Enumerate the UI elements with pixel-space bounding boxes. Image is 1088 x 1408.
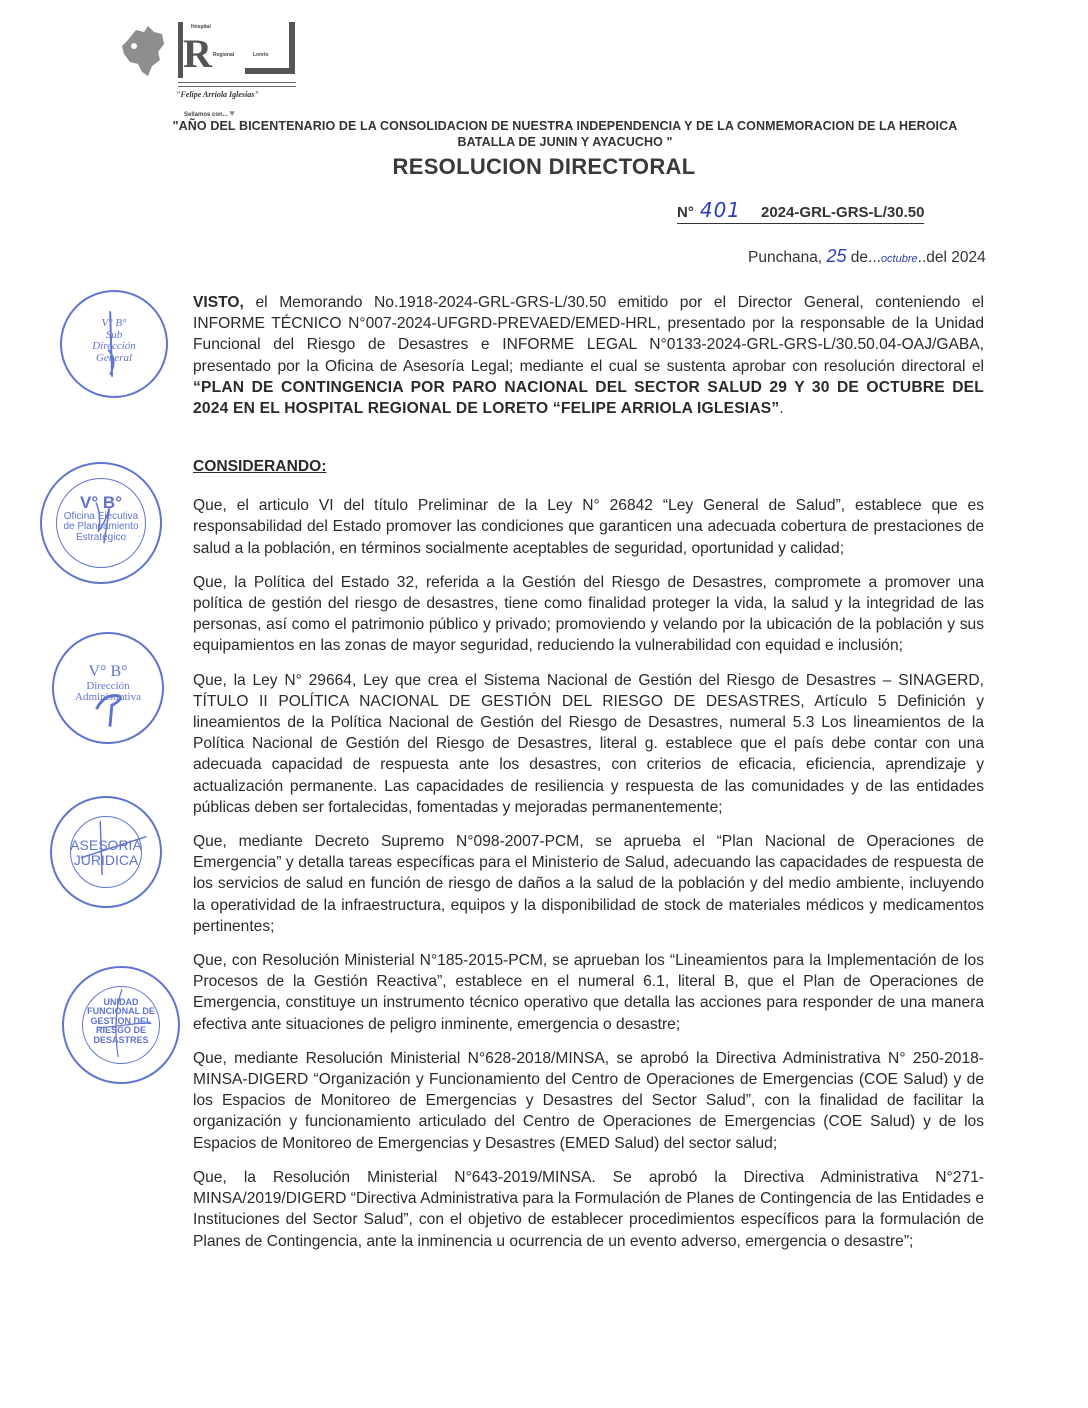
- stamp-sub-direccion-general: V° B° Sub Dirección General: [60, 290, 168, 398]
- logo-divider: [178, 82, 296, 87]
- handwritten-month: octubre: [880, 253, 918, 265]
- signature-mark: [64, 968, 178, 1082]
- stamp-asesoria-juridica: ASESORIA JURIDICA: [50, 796, 162, 908]
- considerando-paragraph: Que, la Ley N° 29664, Ley que crea el Sistema Nacional de Gestión del Riesgo de Desastres – SINAGERD, TÍTULO II POLÍTICA NACIONAL DE GESTIÓN DEL RIESGO DE DESASTRES, Artículo 5 Definición y lineamientos de la Política Nacional de Gestión del Riesgo de Desastres, numeral 5.3 Los lineamientos de la Política Nacional de Gestión del Riesgo de Desastres, literal g. establece que el país debe contar con una adecuada capacidad de respuesta ante los desastres, con criterios de eficacia, eficiencia, aprendizaje y actualización permanente. Las capacidades de resiliencia y respuesta de las comunidades y de las entidades públicas deben ser fortalecidas, fomentadas y mejoradas permanentemente;: [193, 671, 984, 816]
- handwritten-day: 25: [826, 246, 847, 266]
- logo-letters: Hospital R Regional Loreto: [178, 22, 303, 78]
- logo-motto: "Felipe Arriola Iglesias": [176, 90, 259, 99]
- stamp-unidad-gestion-riesgo: UNIDAD FUNCIONAL DE GESTION DEL RIESGO DE DESASTRES: [62, 966, 180, 1084]
- signature-mark: [54, 634, 162, 742]
- considerando-heading: CONSIDERANDO:: [193, 458, 327, 475]
- handwritten-number: 401: [699, 198, 742, 222]
- considerando-paragraph: Que, el articulo VI del título Preliminar de la Ley N° 26842 “Ley General de Salud”, establece que es responsabilidad del Estado promover las condiciones que garanticen una adecuada cobertura de prestaciones de salud a la población, en términos socialmente aceptables de seguridad, oportunidad y calidad;: [193, 497, 984, 557]
- considerando-paragraph: Que, mediante Decreto Supremo N°098-2007-PCM, se aprueba el “Plan Nacional de Operaciones de Emergencia” y detalla tareas específicas para el Ministerio de Salud, adecuando las capacidades de respuesta de los servicios de salud en función de riesgo de daños a la salud de la población y del medio ambiente, incluyendo la operatividad de la infraestructura, equipos y la disponibilidad de stock de materiales médicos y medicamentos pertinentes;: [193, 833, 984, 935]
- hospital-logo: [110, 14, 290, 124]
- resolution-number: N° 401 2024-GRL-GRS-L/30.50: [677, 198, 925, 222]
- document-title: RESOLUCION DIRECTORAL: [392, 154, 696, 179]
- plan-title: “PLAN DE CONTINGENCIA POR PARO NACIONAL DEL SECTOR SALUD 29 Y 30 DE OCTUBRE DEL 2024 EN EL HOSPITAL REGIONAL DE LORETO “FELIPE ARRIOLA IGLESIAS”: [193, 378, 984, 418]
- resolution-date: Punchana, 25 de...octubre..del 2024: [748, 246, 986, 266]
- heart-icon: ♥: [229, 108, 235, 118]
- considerando-paragraph: Que, la Política del Estado 32, referida a la Gestión del Riesgo de Desastres, compromete a promover una política de gestión del riesgo de desastres, tiene como finalidad proteger la vida, la salud y la integridad de las personas, así como el patrimonio público y privado; promoviendo y velando por la ubicación de la población y sus equipamientos en las zonas de mayor seguridad, reduciendo la vulnerabilidad con equidad e inclusión;: [193, 573, 984, 655]
- visto-paragraph: VISTO, el Memorando No.1918-2024-GRL-GRS-L/30.50 emitido por el Director General, conteniendo el INFORME TÉCNICO N°007-2024-UFGRD-PREVAED/EMED-HRL, presentado por la responsable de la Unidad Funcional del Riesgo de Desastres e INFORME LEGAL N°0133-2024-GRL-GRS-L/30.50.04-OAJ/GABA, presentado por la Oficina de Asesoría Legal; mediante el cual se sustenta aprobar con resolución directoral el “PLAN DE CONTINGENCIA POR PARO NACIONAL DEL SECTOR SALUD 29 Y 30 DE OCTUBRE DEL 2024 EN EL HOSPITAL REGIONAL DE LORETO “FELIPE ARRIOLA IGLESIAS”.: [193, 294, 984, 418]
- loreto-map-icon: [118, 22, 168, 80]
- year-banner: "AÑO DEL BICENTENARIO DE LA CONSOLIDACION DE NUESTRA INDEPENDENCIA Y DE LA CONMEMORACION DE LA HEROICA BATALLA DE JUNIN Y AYACUCHO ": [172, 119, 958, 149]
- considerando-paragraph: Que, con Resolución Ministerial N°185-2015-PCM, se aprueban los “Lineamientos para la Implementación de los Procesos de la Gestión Reactiva”, establece en el numeral 6.1, literal B, que el Plan de Operaciones de Emergencia, constituye un instrumento técnico operativo que detalla las acciones para responder de una manera efectiva ante situaciones de peligro inminente, emergencia o desastre;: [193, 952, 984, 1033]
- stamp-planeamiento-estrategico: V° B° Oficina Ejecutiva de Planeamiento Estratégico: [40, 462, 162, 584]
- visto-section: [193, 292, 984, 432]
- considerando-paragraph: Que, mediante Resolución Ministerial N°628-2018/MINSA, se aprobó la Directiva Administrativa N° 250-2018-MINSA-DIGERD “Organización y Funcionamiento del Centro de Operaciones de Emergencias (COE Salud) y de los Espacios de Monitoreo de Emergencias y Desastres del Sector Salud”, con la finalidad de facilitar la organización y funcionamiento articulado del Centro de Operaciones de Emergencias (COE Salud) y de los Espacios de Monitoreo de Emergencias y Desastres (EMED Salud) del sector salud;: [193, 1049, 984, 1152]
- signature-mark: [42, 464, 160, 582]
- stamp-direccion-administracion: V° B° Dirección Administrativa: [52, 632, 164, 744]
- signature-mark: [62, 292, 166, 396]
- logo-r: R: [183, 31, 212, 76]
- considerando-paragraph: Que, la Resolución Ministerial N°643-2019/MINSA. Se aprobó la Directiva Administrativa N°271-MINSA/2019/DIGERD “Directiva Administrativa para la Formulación de Planes de Contingencia de las Entidades e Instituciones del Sector Salud”, con el objetivo de establecer procedimientos específicos para la formulación de Planes de Contingencia, ante la inminencia u ocurrencia de un evento adverso, emergencia o desastre”;: [193, 1168, 984, 1250]
- considerando-section: [193, 456, 984, 1265]
- logo-tagline: Sellamos con... ♥: [184, 108, 235, 118]
- signature-mark: [52, 798, 160, 906]
